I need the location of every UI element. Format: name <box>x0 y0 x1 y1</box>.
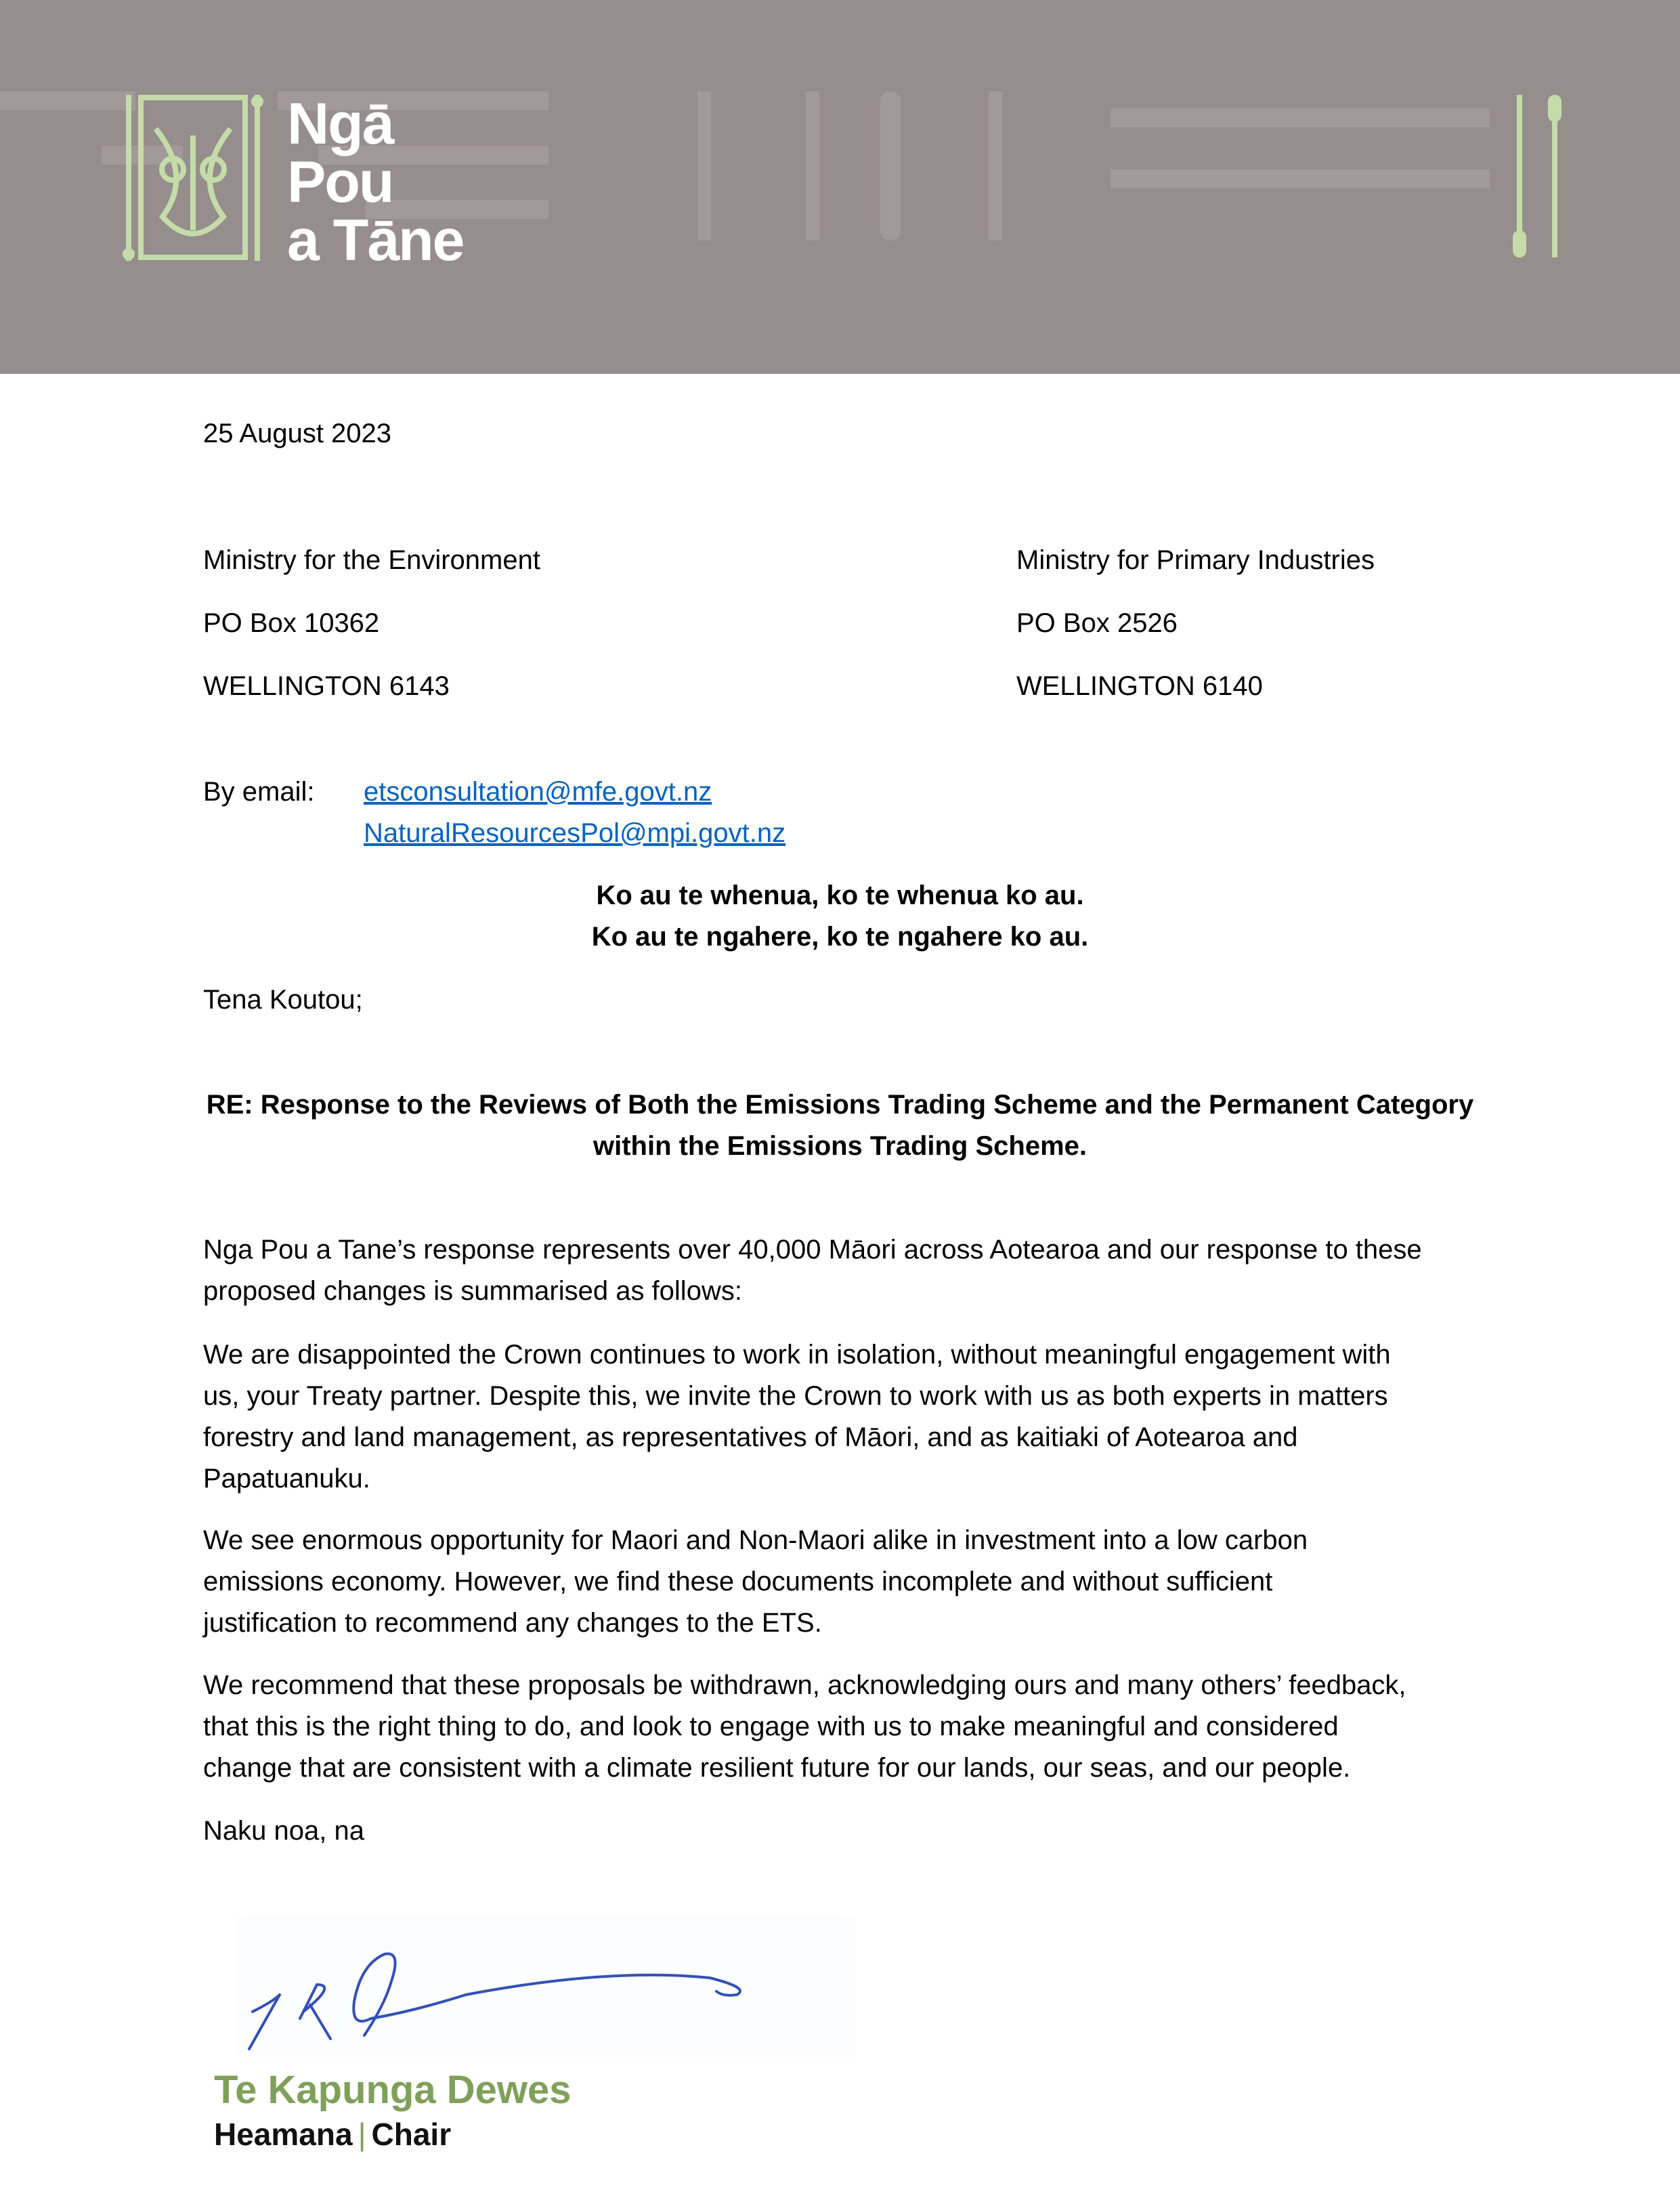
paragraph-line: forestry and land management, as representatives of Māori, and as kaitiaki of Aotearoa and <box>203 1422 1298 1452</box>
recipient-po-box: PO Box 10362 <box>203 608 380 638</box>
subject-heading <box>0 1084 1680 1167</box>
by-email-label: By email: <box>203 777 315 807</box>
logo-line-1: Ngā <box>287 91 393 156</box>
signer-title <box>214 2116 451 2153</box>
paragraph-line: change that are consistent with a climate resilient future for our lands, our seas, and our people. <box>203 1753 1351 1783</box>
recipient-address-mpi <box>1016 540 1375 707</box>
closing: Naku noa, na <box>203 1816 364 1846</box>
paragraph-2 <box>203 1334 1391 1500</box>
paragraph-line: proposed changes is summarised as follows: <box>203 1276 742 1306</box>
paragraph-line: justification to recommend any changes to the ETS. <box>203 1608 822 1638</box>
logo-carving-icon <box>122 95 271 261</box>
title-divider: | <box>358 2117 366 2152</box>
signature-image <box>236 1917 857 2057</box>
recipient-name: Ministry for the Environment <box>203 545 540 575</box>
recipient-city: WELLINGTON 6143 <box>203 671 450 701</box>
proverb-line: Ko au te ngahere, ko te ngahere ko au. <box>591 922 1089 952</box>
recipient-name: Ministry for Primary Industries <box>1016 545 1375 575</box>
logo-wordmark <box>287 91 464 273</box>
proverb <box>0 875 1680 958</box>
paragraph-line: us, your Treaty partner. Despite this, we invite the Crown to work with us as both experts in matters <box>203 1381 1388 1411</box>
title-english: Chair <box>371 2117 452 2152</box>
paragraph-line: that this is the right thing to do, and look to engage with us to make meaningful and considered <box>203 1712 1339 1741</box>
title-maori: Heamana <box>214 2117 353 2152</box>
paragraph-4 <box>203 1665 1406 1789</box>
paragraph-line: We recommend that these proposals be withdrawn, acknowledging ours and many others’ feedback, <box>203 1670 1406 1700</box>
recipient-city: WELLINGTON 6140 <box>1016 671 1263 701</box>
paragraph-line: Papatuanuku. <box>203 1464 370 1494</box>
signer-name: Te Kapunga Dewes <box>214 2068 572 2112</box>
greeting: Tena Koutou; <box>203 985 363 1015</box>
letterhead-banner <box>0 0 1680 374</box>
decorative-bar-icon <box>1510 95 1564 261</box>
proverb-line: Ko au te whenua, ko te whenua ko au. <box>596 881 1084 910</box>
paragraph-1 <box>203 1229 1422 1312</box>
paragraph-line: We are disappointed the Crown continues to work in isolation, without meaningful engagement with <box>203 1340 1391 1370</box>
logo-line-2: Pou <box>287 150 393 215</box>
paragraph-line: We see enormous opportunity for Maori and Non-Maori alike in investment into a low carbon <box>203 1525 1308 1555</box>
paragraph-3 <box>203 1520 1308 1644</box>
letter-date: 25 August 2023 <box>203 419 392 448</box>
email-list <box>364 771 785 854</box>
email-link-mpi[interactable]: NaturalResourcesPol@mpi.govt.nz <box>364 818 786 848</box>
subject-line: RE: Response to the Reviews of Both the Emissions Trading Scheme and the Permanent Category <box>206 1090 1474 1120</box>
recipient-po-box: PO Box 2526 <box>1016 608 1178 638</box>
paragraph-line: Nga Pou a Tane’s response represents over 40,000 Māori across Aotearoa and our response to these <box>203 1235 1422 1265</box>
email-link-mfe[interactable]: etsconsultation@mfe.govt.nz <box>364 777 712 807</box>
logo-line-3: a Tāne <box>287 208 464 273</box>
recipient-address-mfe <box>203 540 540 707</box>
subject-line: within the Emissions Trading Scheme. <box>593 1131 1087 1161</box>
paragraph-line: emissions economy. However, we find these documents incomplete and without sufficient <box>203 1567 1273 1596</box>
